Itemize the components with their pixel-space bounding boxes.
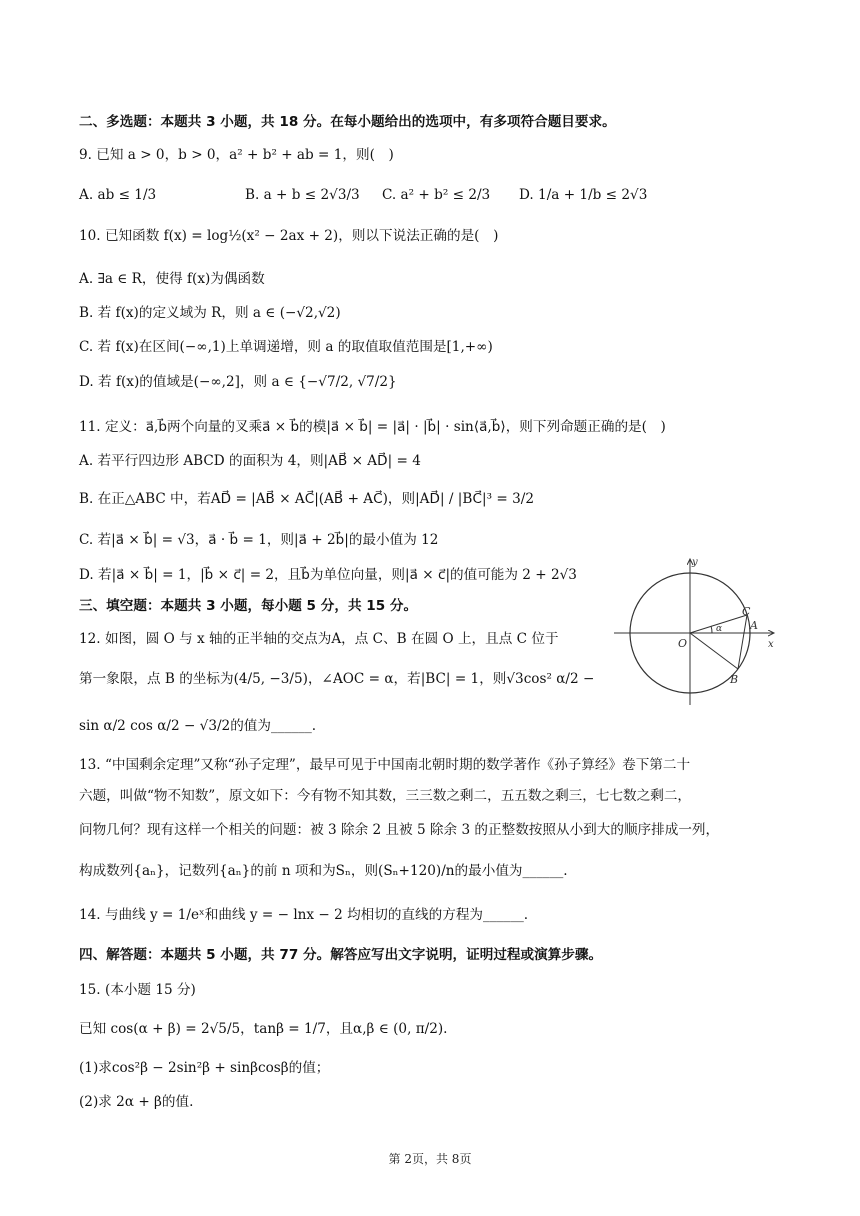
label-o: O bbox=[678, 637, 688, 650]
question-9-stem: 9. 已知 a > 0，b > 0，a² + b² + ab = 1，则( ) bbox=[79, 147, 394, 163]
unit-circle-figure bbox=[614, 555, 784, 710]
question-10-option-b: B. 若 f(x)的定义域为 R，则 a ∈ (−√2,√2) bbox=[79, 305, 341, 321]
question-10-option-d: D. 若 f(x)的值域是(−∞,2]，则 a ∈ {−√7/2, √7/2} bbox=[79, 374, 397, 390]
question-9-option-a: A. ab ≤ 1/3 bbox=[79, 187, 157, 203]
question-13-line-1: 13. “中国剩余定理”又称“孙子定理”，最早可见于中国南北朝时期的数学著作《孙子算经》卷下第二十 bbox=[79, 757, 691, 773]
question-9-option-c: C. a² + b² ≤ 2/3 bbox=[382, 187, 491, 203]
section-header-multiple-choice: 二、多选题：本题共 3 小题，共 18 分。在每小题给出的选项中，有多项符合题目要求。 bbox=[79, 114, 616, 130]
question-10-option-c: C. 若 f(x)在区间(−∞,1)上单调递增，则 a 的取值取值范围是[1,+∞) bbox=[79, 339, 493, 355]
label-alpha: α bbox=[716, 624, 723, 634]
angle-alpha-arc bbox=[711, 626, 712, 633]
question-15-title: 15. (本小题 15 分) bbox=[79, 982, 196, 998]
label-a: A bbox=[750, 619, 758, 632]
label-b: B bbox=[730, 673, 739, 686]
label-c: C bbox=[742, 605, 751, 618]
segment-ob bbox=[690, 633, 738, 669]
question-12-line-2: 第一象限，点 B 的坐标为(4/5, −3/5)，∠AOC = α，若|BC| = 1，则√3cos² α/2 − bbox=[79, 671, 595, 687]
question-11-option-a: A. 若平行四边形 ABCD 的面积为 4，则|AB⃗ × AD⃗| = 4 bbox=[79, 453, 421, 469]
label-y: y bbox=[692, 557, 698, 568]
question-15-part-2: (2)求 2α + β的值. bbox=[79, 1094, 194, 1110]
question-13-line-2: 六题，叫做“物不知数”，原文如下：今有物不知其数，三三数之剩二，五五数之剩三，七七数之剩二， bbox=[79, 788, 692, 804]
question-11-option-d: D. 若|a⃗ × b⃗| = 1，|b⃗ × c⃗| = 2，且b⃗为单位向量，则|a⃗ × c⃗|的值可能为 2 + 2√3 bbox=[79, 567, 577, 583]
page-footer: 第 2页，共 8页 bbox=[388, 1152, 472, 1166]
question-15-given: 已知 cos(α + β) = 2√5/5，tanβ = 1/7，且α,β ∈ (0, π/2). bbox=[79, 1021, 448, 1037]
question-10-stem: 10. 已知函数 f(x) = log½(x² − 2ax + 2)，则以下说法正确的是( ) bbox=[79, 228, 499, 244]
question-9-option-d: D. 1/a + 1/b ≤ 2√3 bbox=[519, 187, 648, 203]
question-10-option-a: A. ∃a ∈ R，使得 f(x)为偶函数 bbox=[79, 271, 265, 287]
question-15-part-1: (1)求cos²β − 2sin²β + sinβcosβ的值； bbox=[79, 1060, 330, 1076]
question-13-line-3: 问物几何？现有这样一个相关的问题：被 3 除余 2 且被 5 除余 3 的正整数按照从小到大的顺序排成一列， bbox=[79, 822, 720, 838]
question-13-line-4: 构成数列{aₙ}，记数列{aₙ}的前 n 项和为Sₙ，则(Sₙ+120)/n的最小值为______. bbox=[79, 863, 568, 879]
question-11-option-c: C. 若|a⃗ × b⃗| = √3，a⃗ · b⃗ = 1，则|a⃗ + 2b⃗|的最小值为 12 bbox=[79, 532, 439, 548]
question-12-line-1: 12. 如图，圆 O 与 x 轴的正半轴的交点为A，点 C、B 在圆 O 上，且点 C 位于 bbox=[79, 631, 559, 647]
question-9-option-b: B. a + b ≤ 2√3/3 bbox=[245, 187, 360, 203]
section-header-fill-in: 三、填空题：本题共 3 小题，每小题 5 分，共 15 分。 bbox=[79, 598, 418, 614]
question-14-stem: 14. 与曲线 y = 1/eˣ和曲线 y = − lnx − 2 均相切的直线的方程为______. bbox=[79, 907, 529, 923]
question-11-stem: 11. 定义：a⃗,b⃗两个向量的叉乘a⃗ × b⃗的模|a⃗ × b⃗| = |a⃗| · |b⃗| · sin⟨a⃗,b⃗⟩，则下列命题正确的是( ) bbox=[79, 419, 666, 435]
question-11-option-b: B. 在正△ABC 中，若AD⃗ = |AB⃗ × AC⃗|(AB⃗ + AC⃗)，则|AD⃗| / |BC⃗|³ = 3/2 bbox=[79, 491, 534, 507]
question-12-line-3: sin α/2 cos α/2 − √3/2的值为______. bbox=[79, 718, 317, 734]
label-x: x bbox=[768, 639, 774, 650]
section-header-solutions: 四、解答题：本题共 5 小题，共 77 分。解答应写出文字说明，证明过程或演算步骤。 bbox=[79, 947, 603, 963]
